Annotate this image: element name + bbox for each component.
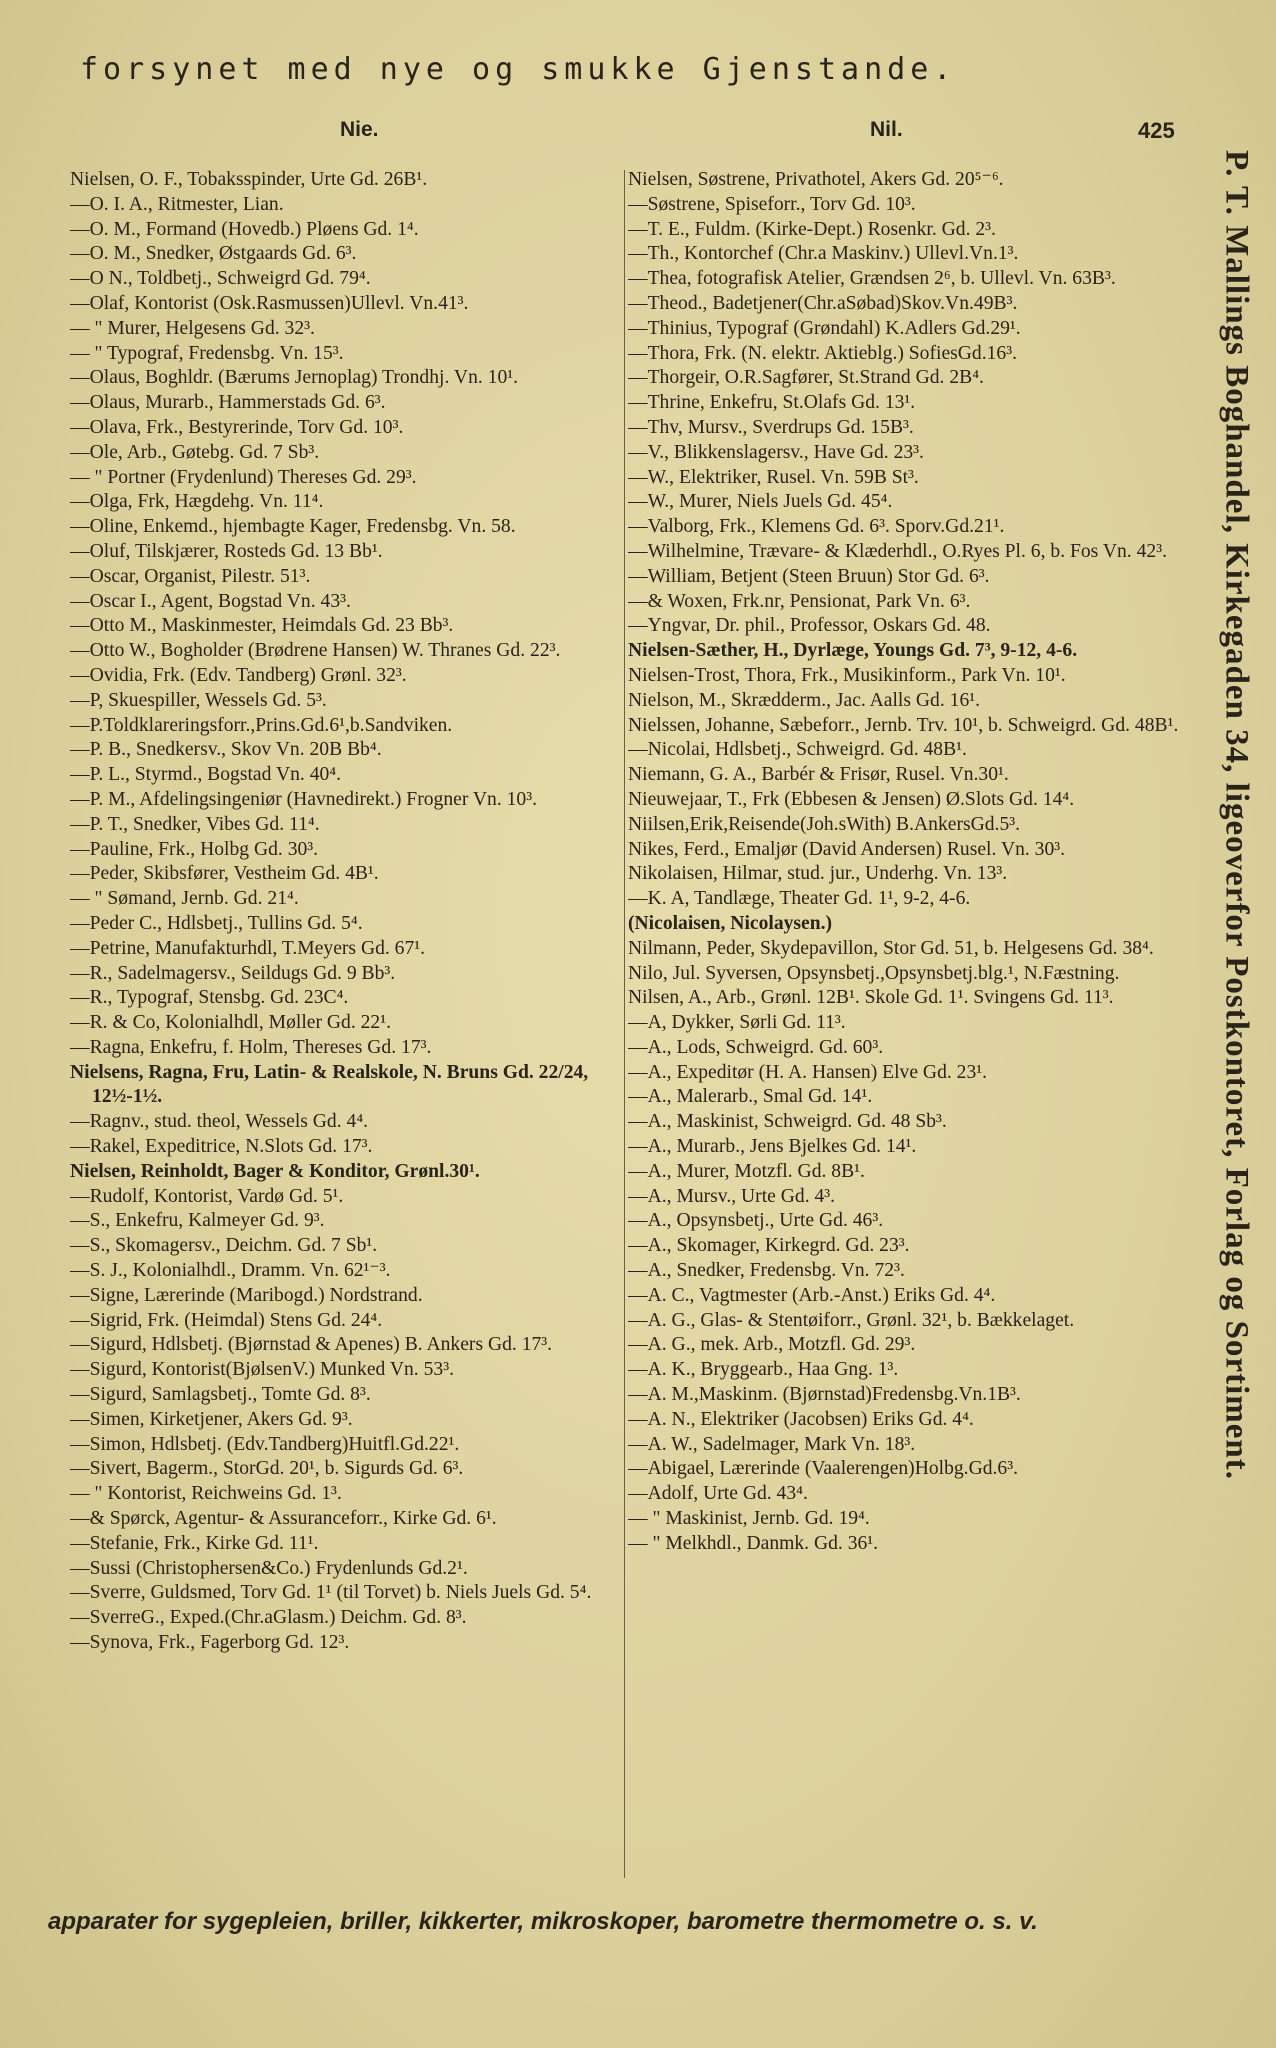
- entry-text: —Ole, Arb., Gøtebg. Gd. 7 Sb³.: [70, 441, 320, 463]
- directory-entry: [628, 565, 1184, 590]
- directory-entry: [628, 1309, 1184, 1334]
- entry-text: —Petrine, Manufakturhdl, T.Meyers Gd. 67¹.: [70, 937, 426, 959]
- entry-text: —Olaus, Boghldr. (Bærums Jernoplag) Trondhj. Vn. 10¹.: [70, 367, 519, 389]
- entry-text: —Sverre, Guldsmed, Torv Gd. 1¹ (til Torvet) b. Niels Juels Gd. 5⁴.: [70, 1582, 592, 1604]
- directory-entry: [628, 1185, 1184, 1210]
- directory-entry: [70, 1259, 622, 1284]
- directory-entry: [628, 1110, 1184, 1135]
- entry-text: —Olava, Frk., Bestyrerinde, Torv Gd. 10³.: [70, 416, 404, 438]
- directory-entry: [628, 813, 1184, 838]
- directory-entry: [70, 366, 622, 391]
- directory-entry: [70, 986, 622, 1011]
- entry-text: — " Melkhdl., Danmk. Gd. 36¹.: [628, 1532, 879, 1554]
- entry-text: —Sivert, Bagerm., StorGd. 20¹, b. Sigurds Gd. 6³.: [70, 1458, 464, 1480]
- entry-text: Nikolaisen, Hilmar, stud. jur., Underhg. Vn. 13³.: [628, 863, 1008, 885]
- directory-entry: [70, 912, 622, 937]
- directory-entry: [628, 664, 1184, 689]
- entry-text: —P. L., Styrmd., Bogstad Vn. 40⁴.: [70, 764, 342, 786]
- left-column-range: Nie.: [340, 118, 379, 141]
- directory-entry: [70, 887, 622, 912]
- entry-text: —A., Murarb., Jens Bjelkes Gd. 14¹.: [628, 1136, 917, 1158]
- entry-text: —Olaus, Murarb., Hammerstads Gd. 6³.: [70, 392, 386, 414]
- entry-text: —P. M., Afdelingsingeniør (Havnedirekt.) Frogner Vn. 10³.: [70, 788, 537, 810]
- directory-entry: [70, 1532, 622, 1557]
- directory-entry: [70, 1333, 622, 1358]
- entry-text: —Sussi (Christophersen&Co.) Frydenlunds Gd.2¹.: [70, 1557, 468, 1579]
- directory-entry: [70, 1457, 622, 1482]
- directory-entry: [70, 962, 622, 987]
- entry-text: —A., Skomager, Kirkegrd. Gd. 23³.: [628, 1235, 910, 1257]
- entry-text: —Oline, Enkemd., hjembagte Kager, Fredensbg. Vn. 58.: [70, 516, 516, 538]
- entry-text: —Thv, Mursv., Sverdrups Gd. 15B³.: [628, 416, 914, 438]
- left-column: [70, 168, 622, 1656]
- entry-text: —Rakel, Expeditrice, N.Slots Gd. 17³.: [70, 1136, 373, 1158]
- entry-text: —Valborg, Frk., Klemens Gd. 6³. Sporv.Gd.21¹.: [628, 516, 1005, 538]
- entry-text: —A., Murer, Motzfl. Gd. 8B¹.: [628, 1160, 865, 1182]
- entry-text: —P. B., Snedkersv., Skov Vn. 20B Bb⁴.: [70, 739, 382, 761]
- directory-entry: [70, 813, 622, 838]
- entry-text: —A. M.,Maskinm. (Bjørnstad)Fredensbg.Vn.1B³.: [628, 1384, 1021, 1406]
- entry-text: —R. & Co, Kolonialhdl, Møller Gd. 22¹.: [70, 1012, 392, 1034]
- entry-text: —Abigael, Lærerinde (Vaalerengen)Holbg.Gd.6³.: [628, 1458, 1018, 1480]
- directory-entry: [70, 714, 622, 739]
- directory-entry: [628, 639, 1184, 664]
- directory-entry: [628, 515, 1184, 540]
- entry-text: —S., Enkefru, Kalmeyer Gd. 9³.: [70, 1210, 325, 1232]
- directory-entry: [628, 1482, 1184, 1507]
- directory-entry: [70, 1606, 622, 1631]
- directory-entry: [70, 1160, 622, 1185]
- directory-entry: [70, 937, 622, 962]
- entry-text: —A., Maskinist, Schweigrd. Gd. 48 Sb³.: [628, 1111, 947, 1133]
- entry-text: —P.Toldklareringsforr.,Prins.Gd.6¹,b.Sandviken.: [70, 714, 453, 736]
- right-column-range: Nil.: [870, 118, 903, 141]
- entry-text: —Thora, Frk. (N. elektr. Aktieblg.) SofiesGd.16³.: [628, 342, 1017, 364]
- page-number: 425: [1138, 118, 1175, 143]
- directory-entry: [70, 1581, 622, 1606]
- entry-text: — " Portner (Frydenlund) Thereses Gd. 29³.: [70, 466, 417, 488]
- entry-text: —A., Mursv., Urte Gd. 4³.: [628, 1185, 836, 1207]
- directory-entry: [628, 1408, 1184, 1433]
- directory-entry: [70, 1135, 622, 1160]
- entry-text: —A., Malerarb., Smal Gd. 14¹.: [628, 1086, 873, 1108]
- directory-entry: [628, 342, 1184, 367]
- entry-text: —Sigrid, Frk. (Heimdal) Stens Gd. 24⁴.: [70, 1309, 383, 1331]
- directory-entry: [70, 317, 622, 342]
- entry-text: —A. N., Elektriker (Jacobsen) Eriks Gd. 4⁴.: [628, 1408, 974, 1430]
- directory-entry: [628, 1209, 1184, 1234]
- directory-entry: [628, 962, 1184, 987]
- entry-text: —A. G., Glas- & Stentøiforr., Grønl. 32¹, b. Bækkelaget.: [628, 1309, 1075, 1331]
- directory-entry: [70, 1433, 622, 1458]
- entry-text: —Simen, Kirketjener, Akers Gd. 9³.: [70, 1408, 353, 1430]
- directory-entry: [70, 540, 622, 565]
- directory-entry: [70, 1408, 622, 1433]
- entry-text: —O. M., Formand (Hovedb.) Pløens Gd. 1⁴.: [70, 218, 419, 240]
- entry-text: Nielson, M., Skrædderm., Jac. Aalls Gd. 16¹.: [628, 689, 981, 711]
- entry-text: —O. I. A., Ritmester, Lian.: [70, 193, 284, 215]
- directory-entry: [628, 267, 1184, 292]
- entry-text: —V., Blikkenslagersv., Have Gd. 23³.: [628, 441, 924, 463]
- side-advert-text: P. T. Mallings Boghandel, Kirkegaden 34, ligeoverfor Postkontoret, Forlag og Sortiment.: [1218, 150, 1255, 1480]
- entry-text: —Sigurd, Samlagsbetj., Tomte Gd. 8³.: [70, 1384, 371, 1406]
- directory-entry: [70, 1110, 622, 1135]
- directory-entry: [628, 366, 1184, 391]
- directory-entry: [628, 1135, 1184, 1160]
- entry-text: —Olga, Frk, Hægdehg. Vn. 11⁴.: [70, 491, 324, 513]
- directory-entry: [70, 788, 622, 813]
- directory-entry: [628, 1532, 1184, 1557]
- entry-text: —Thinius, Typograf (Grøndahl) K.Adlers Gd.29¹.: [628, 317, 1021, 339]
- directory-entry: [70, 1036, 622, 1061]
- directory-entry: [628, 1259, 1184, 1284]
- entry-text: —Ragnv., stud. theol, Wessels Gd. 4⁴.: [70, 1111, 369, 1133]
- directory-entry: [70, 1507, 622, 1532]
- directory-entry: [70, 689, 622, 714]
- directory-entry: [70, 1309, 622, 1334]
- entry-text: —P, Skuespiller, Wessels Gd. 5³.: [70, 689, 327, 711]
- entry-text: —Søstrene, Spiseforr., Torv Gd. 10³.: [628, 193, 916, 215]
- entry-text: —S. J., Kolonialhdl., Dramm. Vn. 62¹⁻³.: [70, 1260, 391, 1282]
- directory-entry: [70, 267, 622, 292]
- directory-entry: [628, 1234, 1184, 1259]
- directory-entry: [70, 1209, 622, 1234]
- directory-entry: [70, 292, 622, 317]
- entry-text: —Sigurd, Hdlsbetj. (Bjørnstad & Apenes) B. Ankers Gd. 17³.: [70, 1334, 553, 1356]
- entry-text: Nieuwejaar, T., Frk (Ebbesen & Jensen) Ø.Slots Gd. 14⁴.: [628, 788, 1075, 810]
- directory-entry: [628, 1160, 1184, 1185]
- entry-text: Nielssen, Johanne, Sæbeforr., Jernb. Trv. 10¹, b. Schweigrd. Gd. 48B¹.: [628, 714, 1179, 736]
- entry-text: —Yngvar, Dr. phil., Professor, Oskars Gd. 48.: [628, 615, 991, 637]
- directory-entry: [628, 1457, 1184, 1482]
- entry-text: —Thorgeir, O.R.Sagfører, St.Strand Gd. 2B⁴.: [628, 367, 984, 389]
- directory-entry: [70, 441, 622, 466]
- directory-entry: [628, 912, 1184, 937]
- entry-text: —Sigurd, Kontorist(BjølsenV.) Munked Vn. 53³.: [70, 1359, 454, 1381]
- column-divider: [624, 170, 625, 1878]
- directory-entry: [70, 639, 622, 664]
- directory-entry: [70, 838, 622, 863]
- directory-entry: [628, 689, 1184, 714]
- directory-entry: [70, 515, 622, 540]
- directory-entry: [70, 614, 622, 639]
- entry-text: Nielsen-Trost, Thora, Frk., Musikinform., Park Vn. 10¹.: [628, 664, 1066, 686]
- directory-entry: [628, 862, 1184, 887]
- top-banner: forsynet med nye og smukke Gjenstande.: [80, 52, 957, 87]
- directory-entry: [628, 1036, 1184, 1061]
- entry-text: Nilmann, Peder, Skydepavillon, Stor Gd. 51, b. Helgesens Gd. 38⁴.: [628, 937, 1154, 959]
- entry-text: —W., Elektriker, Rusel. Vn. 59B St³.: [628, 466, 919, 488]
- directory-entry: [628, 887, 1184, 912]
- directory-entry: [628, 788, 1184, 813]
- directory-entry: [70, 1557, 622, 1582]
- directory-entry: [70, 738, 622, 763]
- side-advert: [1208, 150, 1264, 1850]
- entry-text: —William, Betjent (Steen Bruun) Stor Gd. 6³.: [628, 565, 990, 587]
- entry-text: Nielsen-Sæther, H., Dyrlæge, Youngs Gd. 7³, 9-12, 4-6.: [628, 640, 1078, 662]
- entry-text: —Olaf, Kontorist (Osk.Rasmussen)Ullevl. Vn.41³.: [70, 292, 469, 314]
- directory-entry: [628, 1507, 1184, 1532]
- directory-entry: [70, 1284, 622, 1309]
- entry-text: Nilo, Jul. Syversen, Opsynsbetj.,Opsynsbetj.blg.¹, N.Fæstning.: [628, 962, 1120, 984]
- directory-entry: [70, 168, 622, 193]
- entry-text: (Nicolaisen, Nicolaysen.): [628, 912, 833, 934]
- entry-text: —SverreG., Exped.(Chr.aGlasm.) Deichm. Gd. 8³.: [70, 1607, 467, 1629]
- entry-text: —Oluf, Tilskjærer, Rosteds Gd. 13 Bb¹.: [70, 540, 383, 562]
- entry-text: Nikes, Ferd., Emaljør (David Andersen) Rusel. Vn. 30³.: [628, 838, 1066, 860]
- entry-text: —W., Murer, Niels Juels Gd. 45⁴.: [628, 491, 893, 513]
- directory-entry: [628, 590, 1184, 615]
- entry-text: —A. G., mek. Arb., Motzfl. Gd. 29³.: [628, 1334, 916, 1356]
- right-column: [628, 168, 1184, 1557]
- directory-entry: [628, 317, 1184, 342]
- entry-text: —O. M., Snedker, Østgaards Gd. 6³.: [70, 243, 357, 265]
- entry-text: Nielsen, Søstrene, Privathotel, Akers Gd. 20⁵⁻⁶.: [628, 169, 1004, 190]
- entry-text: —Adolf, Urte Gd. 43⁴.: [628, 1483, 808, 1505]
- directory-entry: [628, 416, 1184, 441]
- entry-text: —Otto M., Maskinmester, Heimdals Gd. 23 Bb³.: [70, 615, 454, 637]
- directory-entry: [628, 490, 1184, 515]
- directory-entry: [628, 1433, 1184, 1458]
- directory-entry: [628, 1358, 1184, 1383]
- directory-entry: [70, 1234, 622, 1259]
- entry-text: —& Spørck, Agentur- & Assuranceforr., Kirke Gd. 6¹.: [70, 1508, 497, 1530]
- entry-text: —A., Snedker, Fredensbg. Vn. 72³.: [628, 1260, 905, 1282]
- entry-text: — " Kontorist, Reichweins Gd. 1³.: [70, 1483, 342, 1505]
- entry-text: —S., Skomagersv., Deichm. Gd. 7 Sb¹.: [70, 1235, 378, 1257]
- directory-entry: [70, 763, 622, 788]
- directory-entry: [70, 391, 622, 416]
- entry-text: —Signe, Lærerinde (Maribogd.) Nordstrand.: [70, 1284, 423, 1306]
- entry-text: —Synova, Frk., Fagerborg Gd. 12³.: [70, 1632, 350, 1654]
- entry-text: —A. W., Sadelmager, Mark Vn. 18³.: [628, 1433, 916, 1455]
- entry-text: —A., Opsynsbetj., Urte Gd. 46³.: [628, 1210, 884, 1232]
- entry-text: —Wilhelmine, Trævare- & Klæderhdl., O.Ryes Pl. 6, b. Fos Vn. 42³.: [628, 540, 1167, 562]
- entry-text: —Oscar I., Agent, Bogstad Vn. 43³.: [70, 590, 351, 612]
- directory-entry: [628, 1383, 1184, 1408]
- directory-entry: [70, 590, 622, 615]
- entry-text: — " Typograf, Fredensbg. Vn. 15³.: [70, 342, 344, 364]
- entry-text: —K. A, Tandlæge, Theater Gd. 1¹, 9-2, 4-6.: [628, 888, 971, 910]
- directory-entry: [70, 1358, 622, 1383]
- directory-entry: [628, 763, 1184, 788]
- entry-text: Nielsen, Reinholdt, Bager & Konditor, Grønl.30¹.: [70, 1160, 480, 1182]
- directory-entry: [70, 1011, 622, 1036]
- directory-entry: [628, 1284, 1184, 1309]
- entry-text: —Th., Kontorchef (Chr.a Maskinv.) Ullevl.Vn.1³.: [628, 243, 1019, 265]
- directory-entry: [70, 342, 622, 367]
- directory-entry: [628, 193, 1184, 218]
- directory-entry: [70, 565, 622, 590]
- entry-text: Nilsen, A., Arb., Grønl. 12B¹. Skole Gd. 1¹. Svingens Gd. 11³.: [628, 987, 1114, 1009]
- entry-text: —Simon, Hdlsbetj. (Edv.Tandberg)Huitfl.Gd.22¹.: [70, 1433, 460, 1455]
- directory-entry: [628, 441, 1184, 466]
- directory-entry: [628, 838, 1184, 863]
- directory-entry: [70, 664, 622, 689]
- directory-entry: [70, 490, 622, 515]
- directory-entry: [70, 1482, 622, 1507]
- directory-entry: [628, 986, 1184, 1011]
- directory-entry: [628, 1061, 1184, 1086]
- entry-text: —T. E., Fuldm. (Kirke-Dept.) Rosenkr. Gd. 2³.: [628, 218, 996, 240]
- directory-entry: [70, 1383, 622, 1408]
- directory-entry: [628, 218, 1184, 243]
- entry-text: —& Woxen, Frk.nr, Pensionat, Park Vn. 6³.: [628, 590, 971, 612]
- directory-entry: [628, 242, 1184, 267]
- directory-entry: [628, 1011, 1184, 1036]
- directory-entry: [628, 466, 1184, 491]
- directory-entry: [628, 714, 1184, 739]
- directory-entry: [628, 168, 1184, 193]
- entry-text: —Thrine, Enkefru, St.Olafs Gd. 13¹.: [628, 392, 916, 414]
- directory-entry: [628, 738, 1184, 763]
- entry-text: — " Sømand, Jernb. Gd. 21⁴.: [70, 888, 299, 910]
- directory-entry: [70, 1185, 622, 1210]
- entry-text: —Oscar, Organist, Pilestr. 51³.: [70, 565, 311, 587]
- entry-text: — " Maskinist, Jernb. Gd. 19⁴.: [628, 1508, 870, 1530]
- directory-entry: [70, 1631, 622, 1656]
- entry-text: —Ovidia, Frk. (Edv. Tandberg) Grønl. 32³.: [70, 664, 407, 686]
- entry-text: — " Murer, Helgesens Gd. 32³.: [70, 317, 315, 339]
- entry-text: —R., Sadelmagersv., Seildugs Gd. 9 Bb³.: [70, 962, 396, 984]
- entry-text: —Peder C., Hdlsbetj., Tullins Gd. 5⁴.: [70, 912, 363, 934]
- directory-entry: [70, 862, 622, 887]
- entry-text: —A., Expeditør (H. A. Hansen) Elve Gd. 23¹.: [628, 1061, 988, 1083]
- directory-entry: [70, 1061, 622, 1111]
- entry-text: —A, Dykker, Sørli Gd. 11³.: [628, 1012, 846, 1034]
- directory-entry: [628, 292, 1184, 317]
- entry-text: Niemann, G. A., Barbér & Frisør, Rusel. Vn.30¹.: [628, 764, 1009, 786]
- entry-text: —Pauline, Frk., Holbg Gd. 30³.: [70, 838, 319, 860]
- bottom-banner: apparater for sygepleien, briller, kikkerter, mikroskoper, barometre thermometre o. s. v.: [48, 1908, 1038, 1935]
- entry-text: —A. K., Bryggearb., Haa Gng. 1³.: [628, 1359, 899, 1381]
- directory-entry: [70, 242, 622, 267]
- entry-text: —P. T., Snedker, Vibes Gd. 11⁴.: [70, 813, 320, 835]
- entry-text: —Rudolf, Kontorist, Vardø Gd. 5¹.: [70, 1185, 344, 1207]
- entry-text: —Ragna, Enkefru, f. Holm, Thereses Gd. 17³.: [70, 1036, 432, 1058]
- entry-text: —Thea, fotografisk Atelier, Grændsen 2⁶, b. Ullevl. Vn. 63B³.: [628, 268, 1116, 290]
- entry-text: Nielsen, O. F., Tobaksspinder, Urte Gd. 26B¹.: [70, 169, 428, 190]
- directory-entry: [70, 218, 622, 243]
- entry-text: —R., Typograf, Stensbg. Gd. 23C⁴.: [70, 987, 349, 1009]
- entry-text: —O N., Toldbetj., Schweigrd Gd. 79⁴.: [70, 268, 371, 290]
- entry-text: —A., Lods, Schweigrd. Gd. 60³.: [628, 1036, 884, 1058]
- directory-entry: [70, 193, 622, 218]
- directory-entry: [628, 937, 1184, 962]
- directory-entry: [628, 540, 1184, 565]
- entry-text: —Otto W., Bogholder (Brødrene Hansen) W. Thranes Gd. 22³.: [70, 640, 561, 662]
- directory-entry: [628, 391, 1184, 416]
- directory-entry: [70, 466, 622, 491]
- directory-entry: [628, 1333, 1184, 1358]
- entry-text: —Stefanie, Frk., Kirke Gd. 11¹.: [70, 1532, 319, 1554]
- directory-entry: [628, 1085, 1184, 1110]
- directory-entry: [628, 614, 1184, 639]
- directory-entry: [70, 416, 622, 441]
- entry-text: Niilsen,Erik,Reisende(Joh.sWith) B.AnkersGd.5³.: [628, 813, 1021, 835]
- entry-text: —Peder, Skibsfører, Vestheim Gd. 4B¹.: [70, 863, 379, 885]
- entry-text: Nielsens, Ragna, Fru, Latin- & Realskole, N. Bruns Gd. 22/24, 12½-1½.: [70, 1061, 589, 1108]
- entry-text: —Nicolai, Hdlsbetj., Schweigrd. Gd. 48B¹.: [628, 739, 967, 761]
- entry-text: —Theod., Badetjener(Chr.aSøbad)Skov.Vn.49B³.: [628, 292, 1018, 314]
- entry-text: —A. C., Vagtmester (Arb.-Anst.) Eriks Gd. 4⁴.: [628, 1284, 996, 1306]
